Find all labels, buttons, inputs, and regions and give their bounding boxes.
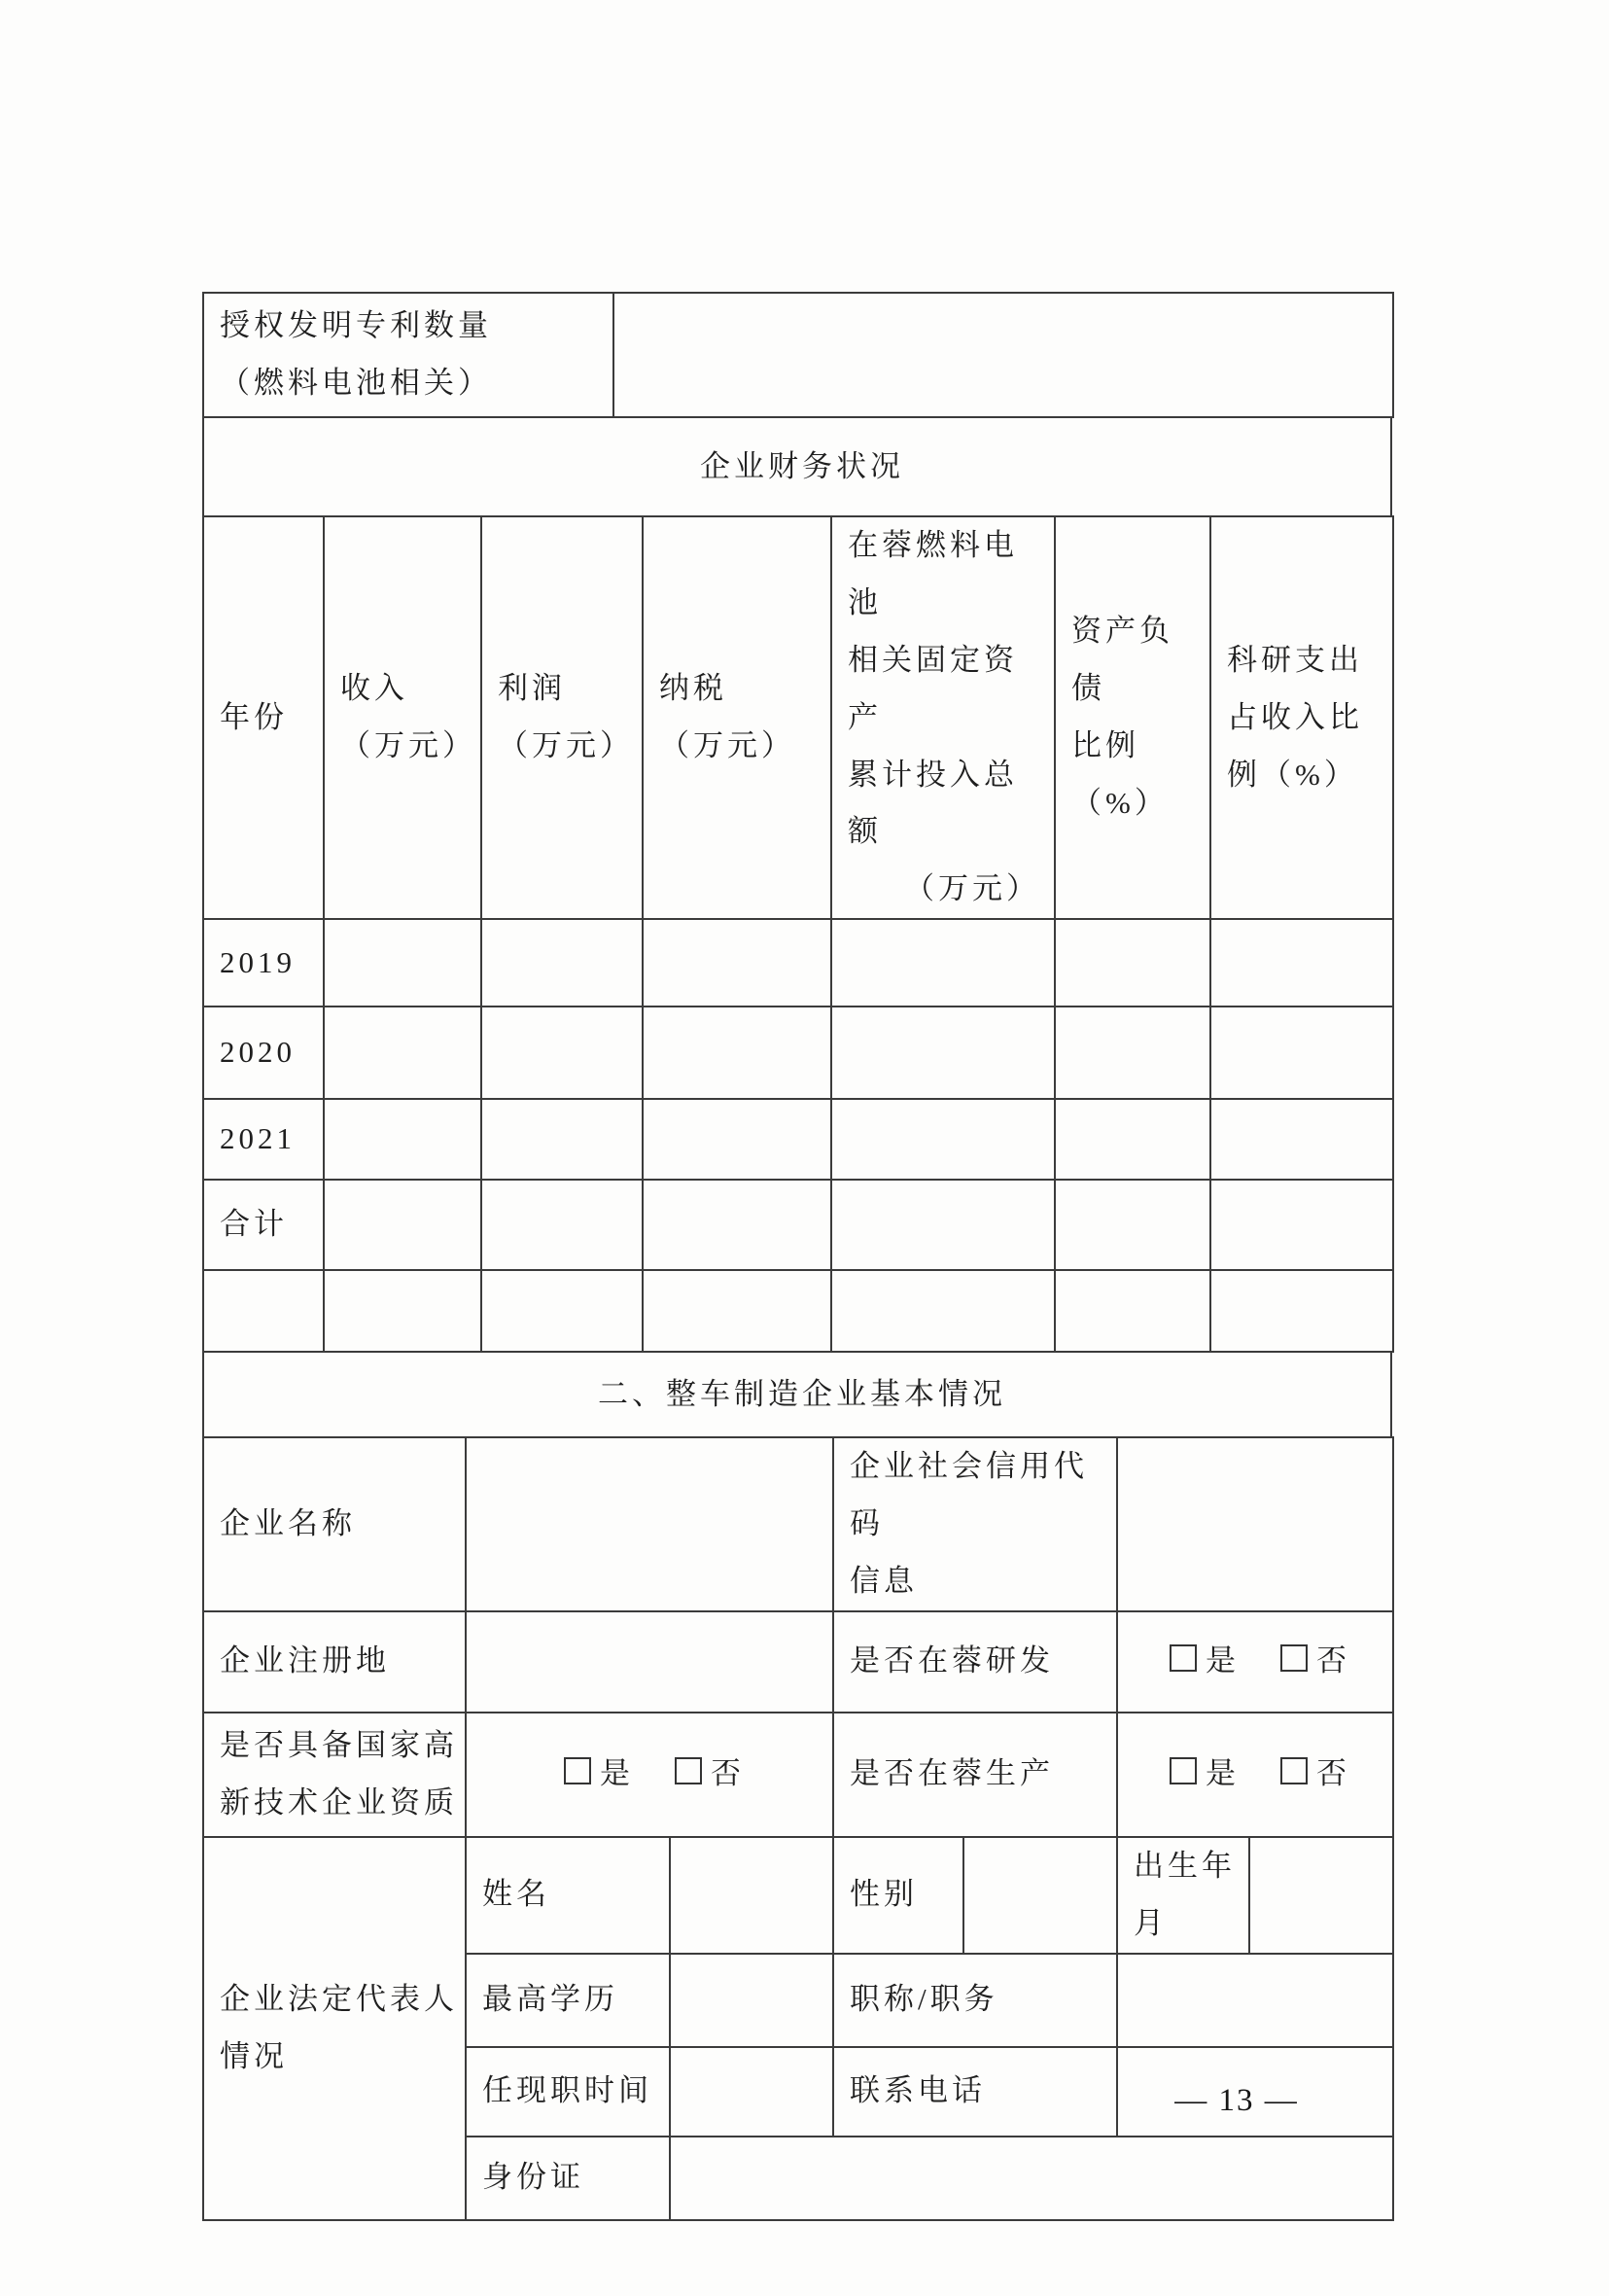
debt-ratio-header-line1: 资产负债 (1071, 614, 1173, 706)
form-table (202, 292, 1392, 2221)
investment-header-line4: （万元） (904, 871, 1040, 906)
year-cell: 2020 (203, 1007, 324, 1099)
rd-ratio-cell (1210, 1270, 1393, 1352)
profit-cell (481, 1180, 643, 1270)
finance-row-total (203, 1180, 1393, 1270)
legal-rep-label (203, 1837, 466, 2220)
rd-ratio-cell (1210, 1180, 1393, 1270)
investment-cell (831, 1099, 1055, 1180)
high-tech-label-line1: 是否具备国家高 (220, 1728, 458, 1763)
finance-header-tax (643, 516, 831, 919)
legal-rep-label-line1: 企业法定代表人 (220, 1981, 458, 2016)
id-card-label: 身份证 (466, 2137, 670, 2220)
section2-info-table (202, 1436, 1394, 1838)
profit-header-line1: 利润 (498, 671, 566, 706)
income-cell (324, 1099, 481, 1180)
education-value-cell (670, 1954, 833, 2047)
debt-ratio-cell (1055, 1270, 1210, 1352)
income-header-line2: （万元） (340, 728, 476, 763)
finance-header-profit (481, 516, 643, 919)
yes-no-checkbox-group (1170, 1633, 1350, 1690)
tax-header-line2: （万元） (659, 728, 795, 763)
gender-label: 性别 (833, 1837, 963, 1954)
name-value-cell (670, 1837, 833, 1954)
checkbox-yes (1170, 1757, 1197, 1784)
rd-in-rong-choice-cell (1117, 1611, 1393, 1713)
section2-title: 二、整车制造企业基本情况 (203, 1352, 1391, 1437)
no-label: 否 (1316, 1643, 1350, 1678)
rd-ratio-cell (1210, 1099, 1393, 1180)
tax-cell (643, 1007, 831, 1099)
tenure-value-cell (670, 2047, 833, 2137)
company-name-label: 企业名称 (203, 1437, 466, 1611)
year-cell: 合计 (203, 1180, 324, 1270)
checkbox-no (675, 1757, 702, 1784)
credit-code-label (833, 1437, 1117, 1611)
no-label: 否 (1316, 1756, 1350, 1791)
yes-label: 是 (1206, 1643, 1240, 1678)
investment-cell (831, 1007, 1055, 1099)
rd-ratio-cell (1210, 919, 1393, 1007)
income-cell (324, 1270, 481, 1352)
birth-label-line2: 月 (1134, 1905, 1168, 1940)
debt-ratio-cell (1055, 1180, 1210, 1270)
profit-cell (481, 1007, 643, 1099)
tax-header-line1: 纳税 (659, 671, 727, 706)
checkbox-no (1280, 1644, 1308, 1672)
production-in-rong-choice-cell (1117, 1713, 1393, 1837)
gender-value-cell (963, 1837, 1117, 1954)
patent-count-label-line1: 授权发明专利数量 (220, 308, 492, 343)
investment-header-line3: 累计投入总额 (848, 757, 1018, 849)
tax-cell (643, 919, 831, 1007)
checkbox-yes (1170, 1644, 1197, 1672)
no-label: 否 (711, 1756, 745, 1791)
birth-label (1117, 1837, 1249, 1954)
credit-code-label-line1: 企业社会信用代码 (850, 1449, 1088, 1541)
patent-count-value-cell (613, 293, 1393, 417)
registration-value-cell (466, 1611, 833, 1713)
income-header-line1: 收入 (340, 671, 408, 706)
year-cell: 2019 (203, 919, 324, 1007)
company-name-value-cell (466, 1437, 833, 1611)
year-cell (203, 1270, 324, 1352)
credit-code-label-line2: 信息 (850, 1564, 918, 1599)
finance-row-2019 (203, 919, 1393, 1007)
education-label: 最高学历 (466, 1954, 670, 2047)
finance-row-2021 (203, 1099, 1393, 1180)
profit-cell (481, 1270, 643, 1352)
profit-cell (481, 919, 643, 1007)
finance-grid-table (202, 515, 1394, 1353)
finance-header-income (324, 516, 481, 919)
production-in-rong-label: 是否在蓉生产 (833, 1713, 1117, 1837)
investment-cell (831, 1270, 1055, 1352)
page-number: — 13 — (1174, 2083, 1299, 2118)
registration-label: 企业注册地 (203, 1611, 466, 1713)
patent-count-label-line2: （燃料电池相关） (220, 366, 492, 400)
investment-cell (831, 919, 1055, 1007)
year-cell: 2021 (203, 1099, 324, 1180)
rd-ratio-header-line3: 例（%） (1227, 757, 1358, 792)
rd-ratio-header-line2: 占收入比 (1227, 699, 1363, 734)
debt-ratio-header-line2: 比例（%） (1071, 728, 1169, 820)
title-duty-label: 职称/职务 (833, 1954, 1117, 2047)
income-cell (324, 1180, 481, 1270)
income-cell (324, 1007, 481, 1099)
profit-header-line2: （万元） (498, 728, 634, 763)
rd-in-rong-label: 是否在蓉研发 (833, 1611, 1117, 1713)
patent-row-table (202, 292, 1394, 418)
section2-title-table (202, 1351, 1392, 1438)
phone-label: 联系电话 (833, 2047, 1117, 2137)
rd-ratio-cell (1210, 1007, 1393, 1099)
investment-header-line2: 相关固定资产 (848, 642, 1018, 734)
finance-header-debt-ratio (1055, 516, 1210, 919)
income-cell (324, 919, 481, 1007)
name-label: 姓名 (466, 1837, 670, 1954)
high-tech-label (203, 1713, 466, 1837)
investment-header-line1: 在蓉燃料电池 (848, 528, 1018, 619)
finance-header-investment (831, 516, 1055, 919)
finance-section-title: 企业财务状况 (203, 417, 1391, 516)
high-tech-choice-cell (466, 1713, 833, 1837)
finance-row-2020 (203, 1007, 1393, 1099)
legal-rep-label-line2: 情况 (220, 2038, 288, 2073)
birth-value-cell (1249, 1837, 1393, 1954)
rd-ratio-header-line1: 科研支出 (1227, 642, 1363, 677)
patent-count-label (203, 293, 613, 417)
yes-no-checkbox-group (1170, 1746, 1350, 1803)
tax-cell (643, 1180, 831, 1270)
debt-ratio-cell (1055, 1007, 1210, 1099)
finance-row-empty (203, 1270, 1393, 1352)
title-duty-value-cell (1117, 1954, 1393, 2047)
tax-cell (643, 1270, 831, 1352)
id-card-value-cell (670, 2137, 1393, 2220)
yes-label: 是 (1206, 1756, 1240, 1791)
credit-code-value-cell (1117, 1437, 1393, 1611)
checkbox-no (1280, 1757, 1308, 1784)
high-tech-label-line2: 新技术企业资质 (220, 1784, 458, 1819)
finance-header-rd-ratio (1210, 516, 1393, 919)
tenure-label: 任现职时间 (466, 2047, 670, 2137)
investment-cell (831, 1180, 1055, 1270)
birth-label-line1: 出生年 (1134, 1848, 1236, 1883)
finance-title-table (202, 416, 1392, 517)
debt-ratio-cell (1055, 919, 1210, 1007)
tax-cell (643, 1099, 831, 1180)
checkbox-yes (564, 1757, 591, 1784)
yes-label: 是 (600, 1756, 634, 1791)
yes-no-checkbox-group (564, 1746, 745, 1803)
legal-rep-table (202, 1836, 1394, 2221)
finance-header-year: 年份 (203, 516, 324, 919)
debt-ratio-cell (1055, 1099, 1210, 1180)
profit-cell (481, 1099, 643, 1180)
